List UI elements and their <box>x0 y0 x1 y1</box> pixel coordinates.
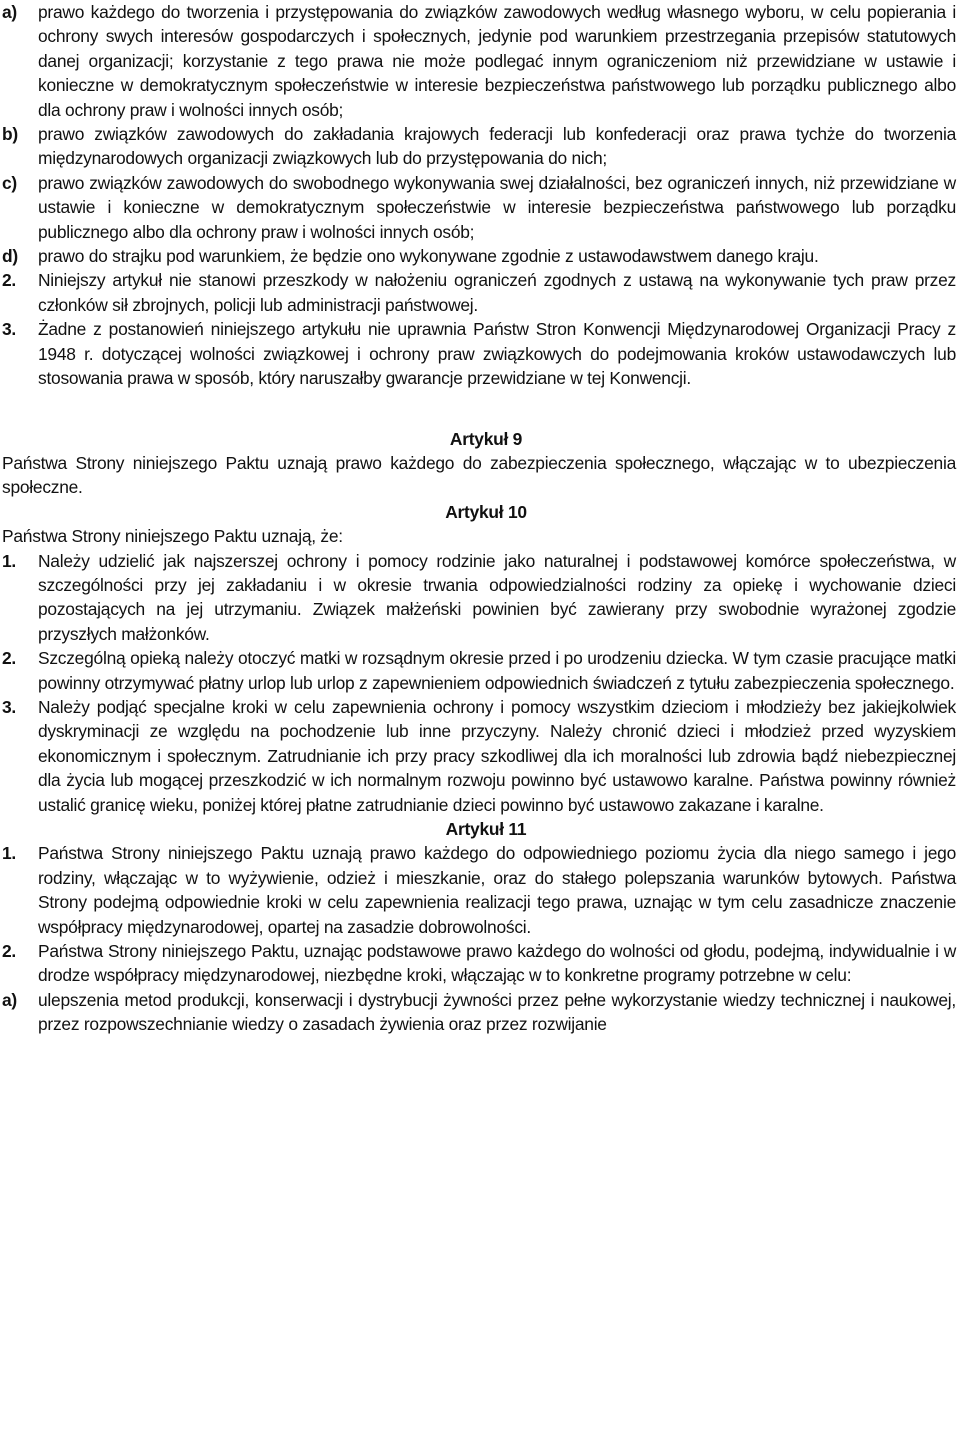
article-10-items <box>2 549 956 817</box>
item-marker: 1. <box>2 550 17 571</box>
list-item <box>2 0 956 122</box>
list-item <box>2 695 956 817</box>
spacer <box>2 391 956 427</box>
item-marker: 3. <box>2 696 17 717</box>
list-item <box>2 171 956 244</box>
item-text: Należy podjąć specjalne kroki w celu zapewnienia ochrony i pomocy wszystkim dzieciom i młodzieży bez jakiejkolwiek dyskryminacji ze względu na pochodzenie lub inne przyczyny. Należy chronić dzieci i młodzież przed wyzyskiem ekonomicznym i społecznym. Zatrudnianie ich przy pracy szkodliwej dla ich moralności lub zdrowia bądź niebezpiecznej dla życia lub mogącej przeszkodzić w ich normalnym rozwoju powinno być ustawowo karalne. Państwa powinny również ustalić granicę wieku, poniżej której płatne zatrudnianie dzieci powinno być ustawowo zakazane i karalne. <box>38 696 956 815</box>
item-text: prawo związków zawodowych do zakładania krajowych federacji lub konfederacji oraz prawa tychże do tworzenia międzynarodowych organizacji związkowych lub do przystępowania do nich; <box>38 124 956 169</box>
list-item <box>2 841 956 939</box>
item-marker: b) <box>2 124 18 145</box>
article-9-heading: Artykuł 9 <box>449 428 523 449</box>
item-marker: d) <box>2 246 18 267</box>
item-text: Szczególną opieką należy otoczyć matki w rozsądnym okresie przed i po urodzeniu dziecka. W tym czasie pracujące matki powinny otrzymywać płatny urlop lub urlop z zapewnieniem odpowiednich świadczeń z tytułu zabezpieczenia społecznego. <box>38 648 956 693</box>
item-marker: 2. <box>2 648 17 669</box>
article-10-heading: Artykuł 10 <box>445 501 527 522</box>
item-text: ulepszenia metod produkcji, konserwacji i dystrybucji żywności przez pełne wykorzystanie wiedzy technicznej i naukowej, przez rozpowszechnianie wiedzy o zasadach żywienia oraz przez rozwijanie <box>38 989 956 1035</box>
item-text: Państwa Strony niniejszego Paktu uznają prawo każdego do odpowiedniego poziomu życia dla niego samego i jego rodziny, włączając w to wyżywienie, odzież i mieszkanie, oraz do stałego polepszania warunków bytowych. Państwa Strony podejmą odpowiednie kroki w celu zapewnienia realizacji tego prawa, uznając w tym celu zasadnicze znaczenie współpracy międzynarodowej, opartej na zasadzie dobrowolności. <box>38 843 956 937</box>
item-text: Należy udzielić jak najszerszej ochrony i pomocy rodzinie jako naturalnej i podstawowej komórce społeczeństwa, w szczególności przy jej zakładaniu i w okresie trwania odpowiedzialności rodziny za opiekę i wychowanie dzieci pozostających na jej utrzymaniu. Związek małżeński powinien być zawierany przy swobodnie wyrażonej zgodzie przyszłych małżonków. <box>38 550 956 644</box>
item-marker: a) <box>2 2 17 22</box>
list-item <box>2 244 956 268</box>
item-text: Żadne z postanowień niniejszego artykułu nie uprawnia Państw Stron Konwencji Międzynarodowej Organizacji Pracy z 1948 r. dotyczącej wolności związkowej i ochrony praw związkowych do podejmowania kroków ustawodawczych lub stosowania prawa w sposób, który naruszałby gwarancje przewidziane w tej Konwencji. <box>38 319 956 389</box>
item-marker: 2. <box>2 270 17 291</box>
article-9-text: Państwa Strony niniejszego Paktu uznają prawo każdego do zabezpieczenia społecznego, włączając w to ubezpieczenia społeczne. <box>2 452 956 498</box>
list-item <box>2 317 956 390</box>
list-item <box>2 268 956 317</box>
list-item <box>2 549 956 647</box>
item-marker: c) <box>2 172 17 193</box>
item-marker: a) <box>2 989 17 1010</box>
list-item <box>2 122 956 171</box>
item-marker: 2. <box>2 941 17 962</box>
list-item <box>2 939 956 988</box>
item-text: Niniejszy artykuł nie stanowi przeszkody w nałożeniu ograniczeń zgodnych z ustawą na wykonywanie tych praw przez członków sił zbrojnych, policji lub administracji państwowej. <box>38 270 956 315</box>
item-marker: 1. <box>2 843 17 864</box>
item-text: prawo każdego do tworzenia i przystępowania do związków zawodowych według własnego wyboru, w celu popierania i ochrony swych interesów gospodarczych i społecznych, jedynie pod warunkiem przestrzegania przepisów statutowych danej organizacji; korzystanie z tego prawa nie może podlegać innym ograniczeniom niż przewidziane w ustawie i konieczne w demokratycznym społeczeństwie w interesie bezpieczeństwa państwowego lub porządku publicznego albo dla ochrony praw i wolności innych osób; <box>38 2 956 120</box>
article-11-items <box>2 841 956 1036</box>
article-11-heading: Artykuł 11 <box>445 819 527 839</box>
item-text: Państwa Strony niniejszego Paktu, uznając podstawowe prawo każdego do wolności od głodu, podejmą, indywidualnie i w drodze współpracy międzynarodowej, niezbędne kroki, włączając w to konkretne programy potrzebne w celu: <box>38 941 956 986</box>
article-8-items <box>2 0 956 391</box>
article-10-intro: Państwa Strony niniejszego Paktu uznają, że: <box>2 526 343 547</box>
item-marker: 3. <box>2 319 17 340</box>
item-text: prawo do strajku pod warunkiem, że będzie ono wykonywane zgodnie z ustawodawstwem danego kraju. <box>38 246 819 267</box>
list-item <box>2 646 956 695</box>
item-text: prawo związków zawodowych do swobodnego wykonywania swej działalności, bez ograniczeń innych, niż przewidziane w ustawie i konieczne w demokratycznym społeczeństwie w interesie bezpieczeństwa państwowego lub porządku publicznego albo dla ochrony praw i wolności innych osób; <box>38 172 956 242</box>
list-item <box>2 988 956 1037</box>
